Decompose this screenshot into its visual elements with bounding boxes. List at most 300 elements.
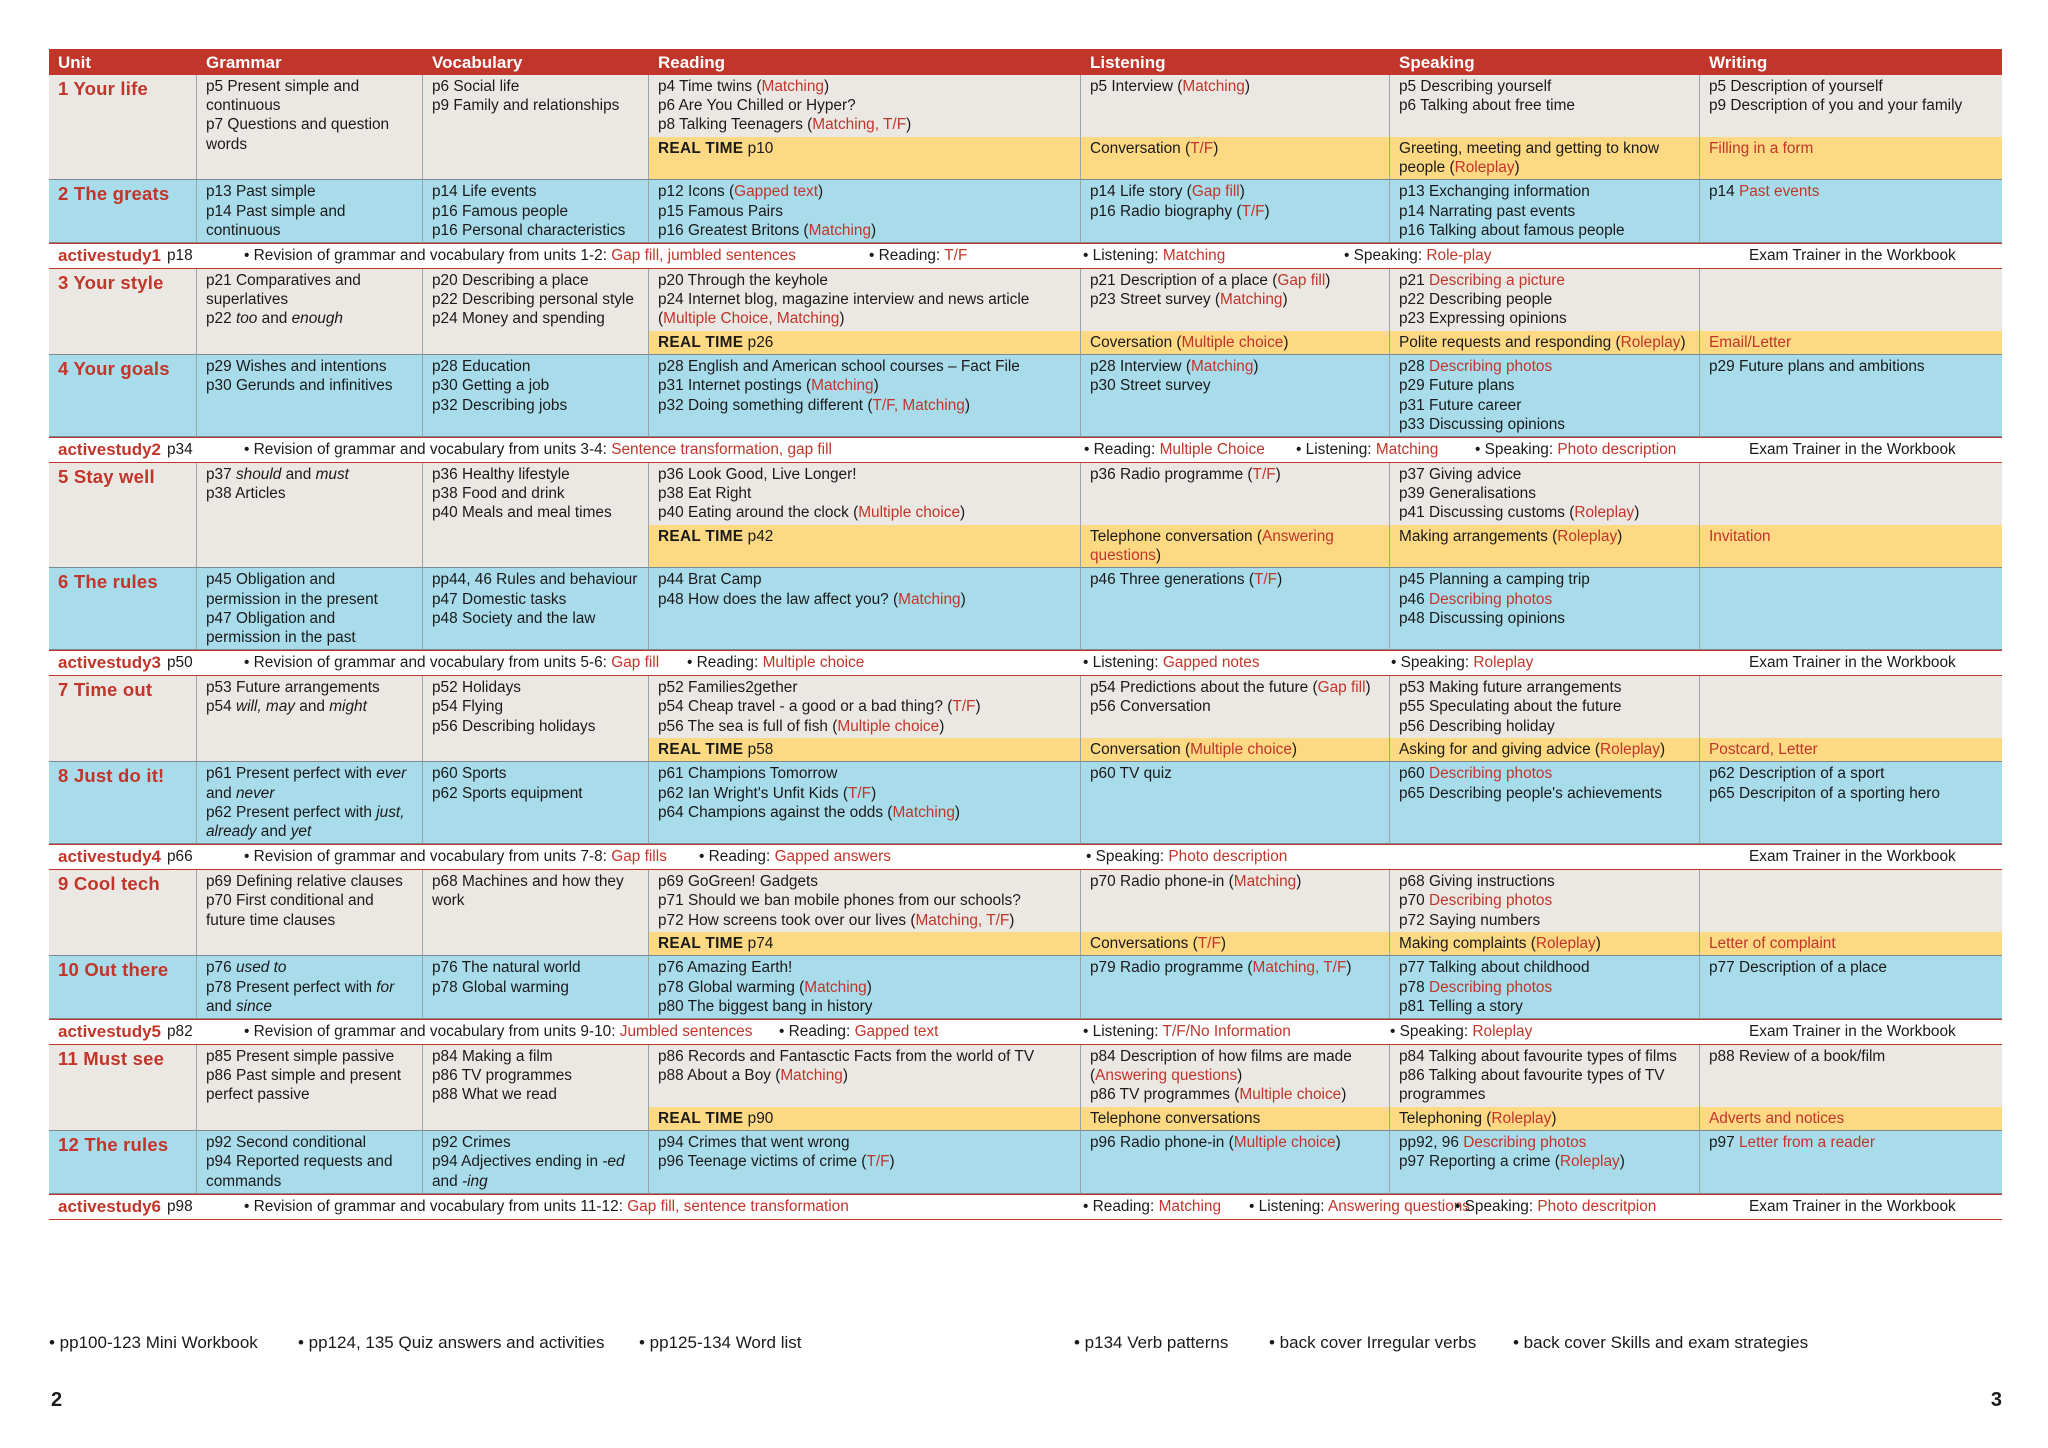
reading-item-part: ) [964,396,970,414]
active-study-skill [1084,441,1265,459]
listening-cell [1081,870,1390,932]
footer-link: • back cover Skills and exam strategies [1513,1333,1809,1352]
reading-item-part: p64 Champions against the odds ( [658,803,893,821]
reading-item-part: ) [1009,911,1015,929]
listening-item-part: Matching [1220,291,1283,309]
real-time-speaking [1390,331,1700,355]
vocabulary-cell [423,870,649,956]
listening-item-part: p54 Predictions about the future ( [1090,679,1318,697]
listening-item-part: ) [1275,466,1281,484]
writing-item-part: p9 Description of you and your family [1709,97,1963,115]
speaking-item-part: p22 Describing people [1399,291,1553,309]
reading-item-part: p24 Internet blog, magazine interview and news article ( [658,291,1030,328]
real-time-listening-item-part: ) [1283,334,1289,352]
reading-item-part: p38 Eat Right [658,485,752,503]
grammar-item: p29 Wishes and intentions [206,358,387,376]
listening-item-part: T/F [1254,571,1278,589]
active-study-skill-label: • Speaking: [1344,247,1427,265]
footer-link: • pp124, 135 Quiz answers and activities [298,1333,605,1352]
real-time-listening-item-part: Multiple choice [1181,334,1284,352]
reading-item [658,221,1071,240]
writing-item [1709,182,1993,201]
real-time-speaking [1390,1107,1700,1131]
writing-item [1709,1133,1993,1152]
active-study-exam-trainer: Exam Trainer in the Workbook [1749,1197,1956,1215]
reading-item [658,271,1071,290]
reading-item-part: Matching [808,221,872,239]
active-study-revision-tasks: Gap fill, sentence transformation [627,1197,849,1215]
active-study-revision-tasks: Gap fill [611,654,660,672]
active-study-skill [1249,1198,1470,1216]
grammar-cell [197,180,423,243]
real-time-speaking-item-part: ) [1514,159,1520,177]
listening-item-part: ) [1282,291,1288,309]
listening-item-part: ) [1264,202,1270,220]
real-time-listening-item-part: Coversation ( [1090,334,1182,352]
active-study-label: activestudy5 [58,1022,161,1042]
writing-item-part: p88 Review of a book/film [1709,1048,1886,1066]
listening-cell [1081,75,1390,137]
listening-item-part: p86 TV programmes ( [1090,1086,1240,1104]
reading-item-part: p52 Families2gether [658,679,798,697]
unit-row [49,180,2002,243]
listening-item [1090,290,1380,309]
grammar-item: p69 Defining relative clauses [206,873,403,891]
active-study-skill [1475,441,1676,459]
listening-item-part: Matching, T/F [1252,959,1347,977]
reading-item-part: p61 Champions Tomorrow [658,765,838,783]
vocabulary-item: p68 Machines and how they work [432,873,624,910]
reading-item-part: p4 Time twins ( [658,78,762,95]
active-study-skill [1344,247,1491,265]
writing-cell [1700,180,2002,243]
real-time-speaking [1390,738,1700,762]
vocabulary-item: p60 Sports [432,765,507,783]
real-time-cell [649,525,1081,568]
speaking-item [1399,396,1690,415]
reading-item [658,911,1071,930]
reading-item-part: T/F [952,698,976,716]
active-study-skill-label: • Listening: [1249,1197,1328,1215]
active-study-exam-trainer: Exam Trainer in the Workbook [1749,654,1956,672]
real-time-speaking [1390,525,1700,568]
active-study-skill-task: Matching [1158,1197,1222,1215]
active-study-label: activestudy4 [58,847,161,867]
footer-link: • pp100-123 Mini Workbook [49,1333,258,1352]
listening-item-part: ) [1335,1134,1341,1152]
reading-item-part: p86 Records and Fantasctic Facts from the world of TV [658,1048,1035,1066]
listening-cell [1081,463,1390,525]
active-study-skill-label: • Reading: [779,1023,855,1041]
listening-item [1090,271,1380,290]
reading-item-part: Matching, T/F [915,911,1010,929]
real-time-listening-item-part: T/F [1197,935,1221,953]
real-time-speaking-item [1399,1109,1690,1128]
footer-link: • pp125-134 Word list [639,1333,802,1352]
grammar-item: p78 Present perfect with for and since [206,978,395,1015]
real-time-listening-item-part: Multiple choice [1190,741,1292,759]
reading-item-part: p15 Famous Pairs [658,202,783,220]
speaking-item-part: p72 Saying numbers [1399,911,1541,929]
listening-item [1090,872,1380,891]
vocabulary-item: p36 Healthy lifestyle [432,466,570,484]
unit-title: 10 Out there [49,956,197,1019]
speaking-item [1399,609,1690,628]
real-time-listening [1081,525,1390,568]
vocabulary-cell [423,75,649,180]
reading-cell [649,676,1081,738]
reading-item-part: T/F [866,1153,890,1171]
real-time-writing: Letter of complaint [1700,932,2002,956]
active-study-skill-task: Roleplay [1472,1023,1533,1041]
speaking-item [1399,77,1690,96]
active-study-skill-task: Photo descritpion [1537,1197,1657,1215]
active-study-skill-task: Roleplay [1473,654,1534,672]
unit-title: 6 The rules [49,568,197,650]
real-time-label: REAL TIME [658,528,744,546]
reading-item-part: ) [866,978,872,996]
reading-item-part: p40 Eating around the clock ( [658,504,859,522]
vocabulary-item: p54 Flying [432,698,504,716]
grammar-item: p37 should and must [206,466,349,484]
real-time-page: p58 [747,741,774,759]
listening-item-part: T/F [1252,466,1276,484]
listening-item-part: ) [1325,272,1331,290]
reading-item-part: p69 GoGreen! Gadgets [658,873,818,891]
active-study-revision-text: • Revision of grammar and vocabulary from units 7-8: [244,848,612,866]
active-study-skill-label: • Listening: [1083,654,1163,672]
unit-row [49,463,2002,568]
vocabulary-item: p9 Family and relationships [432,97,620,115]
reading-item [658,872,1071,891]
vocabulary-item: p16 Personal characteristics [432,221,626,239]
active-study-revision-tasks: Gap fill, jumbled sentences [611,247,797,265]
speaking-item-part: p21 [1399,272,1429,290]
grammar-cell [197,676,423,762]
vocabulary-item: p86 TV programmes [432,1067,573,1085]
real-time-speaking-item-part: Telephoning ( [1399,1110,1492,1128]
grammar-cell [197,463,423,568]
real-time-speaking-item-part: ) [1595,935,1601,953]
reading-item-part: Matching, T/F [812,116,907,134]
grammar-cell [197,870,423,956]
listening-item-part: Matching [1190,358,1254,376]
real-time-speaking-item-part: Making complaints ( [1399,935,1536,953]
speaking-item-part: p31 Future career [1399,396,1522,414]
grammar-cell [197,75,423,180]
grammar-item: p14 Past simple and continuous [206,202,346,239]
real-time-label: REAL TIME [658,935,744,953]
reading-item-part: Multiple Choice, Matching [663,310,840,328]
active-study-skill-task: Matching [1375,441,1439,459]
grammar-item: p54 will, may and might [206,698,367,716]
active-study-skill [1455,1198,1656,1216]
listening-cell [1081,956,1390,1019]
active-study-skill [1391,654,1533,672]
reading-item-part: ) [871,221,877,239]
active-study-row [49,844,2002,870]
real-time-speaking-item [1399,740,1690,759]
reading-item [658,1047,1071,1066]
reading-item-part: p62 Ian Wright's Unfit Kids ( [658,784,848,802]
vocabulary-item: p88 What we read [432,1086,557,1104]
active-study-skill [687,654,864,672]
active-study-skill-task: Role-play [1426,247,1492,265]
active-study-revision [244,247,796,265]
reading-item-part: ) [939,717,945,735]
speaking-item-part: p65 Describing people's achievements [1399,784,1663,802]
listening-item [1090,202,1380,221]
real-time-listening [1081,932,1390,956]
active-study-skill-label: • Speaking: [1475,441,1558,459]
speaking-item [1399,465,1690,484]
active-study-skill [1296,441,1438,459]
grammar-item: p22 too and enough [206,310,343,328]
speaking-item-part: p33 Discussing opinions [1399,415,1565,433]
listening-item-part: ) [1277,571,1283,589]
listening-item-part: p30 Street survey [1090,377,1211,395]
grammar-item: p5 Present simple and continuous [206,78,360,115]
listening-item-part: p5 Interview ( [1090,78,1183,95]
real-time-speaking-item [1399,139,1690,177]
active-study-revision-text: • Revision of grammar and vocabulary from units 3-4: [244,441,612,459]
real-time-page: p90 [747,1110,774,1128]
reading-item [658,77,1071,96]
column-header-vocabulary: Vocabulary [423,49,649,75]
writing-item-part: p14 [1709,183,1739,201]
speaking-item-part: p56 Describing holiday [1399,717,1555,735]
active-study-revision-text: • Revision of grammar and vocabulary from units 1-2: [244,247,612,265]
real-time-listening-item-part: Conversations ( [1090,935,1198,953]
active-study-revision [244,1198,849,1216]
vocabulary-cell [423,269,649,355]
grammar-item: p7 Questions and question words [206,116,390,153]
reading-cell [649,180,1081,243]
writing-cell [1700,355,2002,437]
grammar-cell [197,568,423,650]
grammar-cell [197,355,423,437]
reading-cell [649,870,1081,932]
speaking-item-part: ) [1619,1153,1625,1171]
active-study-skill-task: Gapped answers [774,848,891,866]
speaking-item-part: p70 [1399,892,1429,910]
real-time-listening-item-part: ) [1213,140,1219,157]
reading-item [658,1066,1071,1085]
reading-cell [649,463,1081,525]
reading-item-part: Multiple choice [837,717,940,735]
speaking-item [1399,96,1690,115]
real-time-listening-item-part: Telephone conversations [1090,1110,1261,1128]
listening-item [1090,182,1380,201]
grammar-item: p85 Present simple passive [206,1048,395,1066]
listening-item-part: Gap fill [1317,679,1366,697]
active-study-revision [244,1023,752,1041]
reading-item-part: Matching [892,803,955,821]
reading-item-part: p96 Teenage victims of crime ( [658,1153,867,1171]
real-time-listening [1081,1107,1390,1131]
speaking-item-part: ) [1634,504,1640,522]
real-time-listening-item [1090,934,1380,953]
real-time-listening-item-part: Conversation ( [1090,741,1191,759]
listening-cell [1081,676,1390,738]
reading-item [658,803,1071,822]
speaking-cell [1390,355,1700,437]
listening-cell [1081,269,1390,331]
active-study-row [49,650,2002,676]
listening-item-part: Matching [1233,873,1297,891]
speaking-item-part: p23 Expressing opinions [1399,310,1567,328]
writing-cell [1700,1045,2002,1107]
reading-item-part: p20 Through the keyhole [658,272,828,290]
active-study-skill-task: Multiple choice [762,654,865,672]
real-time-speaking-item-part: Roleplay [1600,741,1660,759]
speaking-cell [1390,762,1700,844]
vocabulary-item: p20 Describing a place [432,272,589,290]
real-time-speaking-item-part: Roleplay [1535,935,1596,953]
writing-cell [1700,870,2002,932]
speaking-item [1399,717,1690,736]
real-time-page: p42 [747,528,774,546]
listening-item [1090,357,1380,376]
writing-item [1709,784,1993,803]
active-study-skill-task: Photo description [1557,441,1677,459]
active-study-page: p50 [167,654,193,672]
real-time-page: p74 [747,935,774,953]
grammar-item: p94 Reported requests and commands [206,1153,393,1190]
real-time-listening-item-part: Answering questions [1090,528,1334,565]
active-study-skill-label: • Speaking: [1391,654,1474,672]
reading-item-part: p32 Doing something different ( [658,396,873,414]
speaking-item-part: p14 Narrating past events [1399,202,1576,220]
column-header-unit: Unit [49,49,197,75]
unit-row [49,269,2002,355]
active-study-skill-label: • Speaking: [1086,848,1169,866]
reading-item-part: ) [906,116,912,134]
speaking-item [1399,678,1690,697]
speaking-item [1399,503,1690,522]
grammar-item: p86 Past simple and present perfect passive [206,1067,402,1104]
reading-item [658,764,1071,783]
listening-cell [1081,762,1390,844]
active-study-revision-tasks: Sentence transformation, gap fill [611,441,832,459]
listening-item-part: ) [1346,959,1352,977]
speaking-item-part: p97 Reporting a crime ( [1399,1153,1560,1171]
real-time-listening-item [1090,139,1380,158]
unit-title: 3 Your style [49,269,197,355]
reading-item-part: Gapped text [734,183,819,201]
grammar-cell [197,1131,423,1194]
real-time-speaking-item-part: Making arrangements ( [1399,528,1558,546]
listening-item-part: Multiple choice [1233,1134,1336,1152]
listening-item [1090,958,1380,977]
listening-item [1090,678,1380,697]
active-study-exam-trainer: Exam Trainer in the Workbook [1749,1023,1956,1041]
reading-item-part: ) [871,784,877,802]
speaking-item-part: p84 Talking about favourite types of films [1399,1048,1677,1066]
reading-item [658,182,1071,201]
real-time-speaking-item-part: Roleplay [1557,528,1618,546]
speaking-cell [1390,568,1700,650]
reading-item-part: Matching [811,377,874,395]
unit-title: 2 The greats [49,180,197,243]
active-study-exam-trainer: Exam Trainer in the Workbook [1749,247,1956,265]
syllabus-page [49,49,2002,1220]
real-time-listening-item-part: T/F [1190,140,1214,157]
active-study-skill-label: • Listening: [1083,1023,1163,1041]
reading-cell [649,762,1081,844]
listening-item-part: p28 Interview ( [1090,358,1191,376]
table-header [49,49,2002,75]
real-time-page: p26 [747,334,774,352]
vocabulary-item: p52 Holidays [432,679,521,697]
reading-item [658,484,1071,503]
reading-item-part: p8 Talking Teenagers ( [658,116,813,134]
listening-cell [1081,1131,1390,1194]
writing-item [1709,1047,1993,1066]
active-study-row [49,1194,2002,1220]
writing-item-part: p65 Descripiton of a sporting hero [1709,784,1940,802]
vocabulary-item: p16 Famous people [432,202,569,220]
reading-item-part: p76 Amazing Earth! [658,959,793,977]
vocabulary-item: p78 Global warming [432,978,569,996]
speaking-cell [1390,1045,1700,1107]
unit-title: 9 Cool tech [49,870,197,956]
writing-item-part: Letter from a reader [1738,1134,1875,1152]
reading-item-part: p48 How does the law affect you? ( [658,590,899,608]
real-time-cell [649,738,1081,762]
reading-item-part: p78 Global warming ( [658,978,805,996]
speaking-item-part: p41 Discussing customs ( [1399,504,1575,522]
footer-link: • p134 Verb patterns [1074,1333,1229,1352]
active-study-skill-label: • Reading: [1083,1197,1159,1215]
speaking-item-part: Describing photos [1428,765,1553,783]
active-study-skill-task: Multiple Choice [1159,441,1265,459]
reading-item-part: p88 About a Boy ( [658,1067,781,1085]
listening-item-part: ) [1296,873,1302,891]
unit-title: 8 Just do it! [49,762,197,844]
real-time-speaking-item-part: ) [1617,528,1623,546]
listening-item-part: ) [1341,1086,1347,1104]
vocabulary-item: p14 Life events [432,183,537,201]
writing-cell [1700,463,2002,525]
unit-row [49,1045,2002,1131]
active-study-skill-label: • Reading: [1084,441,1160,459]
vocabulary-item: p40 Meals and meal times [432,504,612,522]
footer-link: • back cover Irregular verbs [1269,1333,1477,1352]
reading-item-part: p36 Look Good, Live Longer! [658,466,857,484]
real-time-listening [1081,738,1390,762]
reading-item-part: Multiple choice [858,504,961,522]
writing-cell [1700,762,2002,844]
reading-item [658,396,1071,415]
writing-item-part: p5 Description of yourself [1709,78,1883,95]
listening-item-part: Matching [1182,78,1245,95]
speaking-item-part: p68 Giving instructions [1399,873,1555,891]
speaking-item-part: p37 Giving advice [1399,466,1522,484]
active-study-skill [1083,247,1225,265]
reading-item-part: p6 Are You Chilled or Hyper? [658,97,856,115]
listening-item-part: ) [1244,78,1250,95]
reading-item [658,1152,1071,1171]
real-time-listening-item-part: Telephone conversation ( [1090,528,1262,546]
reading-item [658,784,1071,803]
active-study-skill [1083,1198,1221,1216]
real-time-speaking-item-part: Greeting, meeting and getting to know people ( [1399,140,1660,177]
speaking-item [1399,309,1690,328]
grammar-item: p38 Articles [206,485,286,503]
active-study-revision-tasks: Gap fills [611,848,667,866]
listening-item-part: p16 Radio biography ( [1090,202,1242,220]
